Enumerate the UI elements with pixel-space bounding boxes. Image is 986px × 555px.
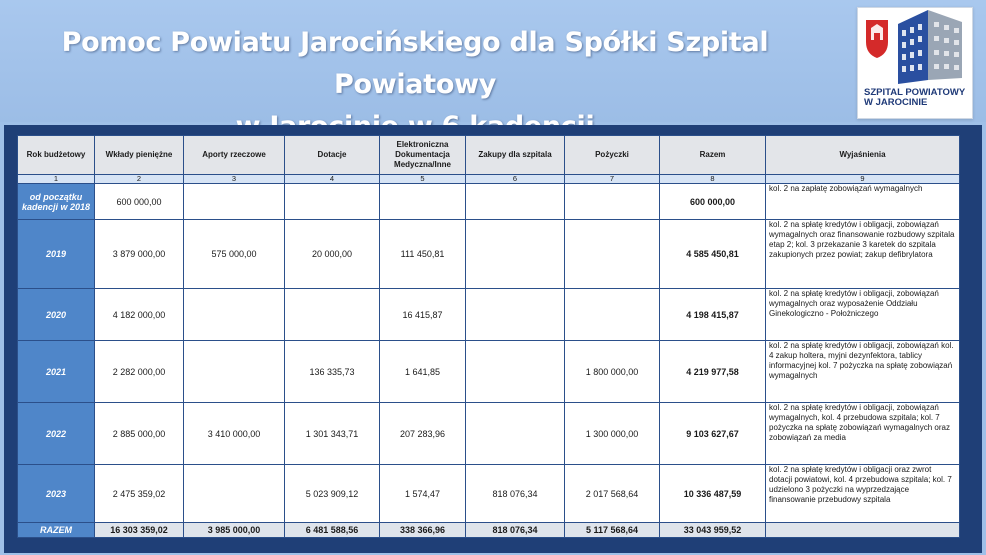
logo-text-line-2: W JAROCINIE: [864, 97, 928, 108]
cell-pozyczki: [565, 184, 660, 220]
row-year: 2022: [18, 403, 95, 465]
cell-wklady: 600 000,00: [95, 184, 184, 220]
cell-pozyczki: 1 800 000,00: [565, 341, 660, 403]
table-row: [18, 465, 960, 523]
cell-dotacje: [285, 184, 380, 220]
cell-wklady: 4 182 000,00: [95, 289, 184, 341]
header-wklady: Wkłady pieniężne: [95, 136, 184, 175]
row-year: 2020: [18, 289, 95, 341]
cell-dotacje: 5 023 909,12: [285, 465, 380, 523]
row-year: 2021: [18, 341, 95, 403]
column-number: 8: [660, 175, 766, 184]
table-row: [18, 289, 960, 341]
column-number: 5: [380, 175, 466, 184]
row-year: 2019: [18, 220, 95, 289]
cell-zakupy: [466, 220, 565, 289]
cell-razem: 600 000,00: [660, 184, 766, 220]
table-row: [18, 220, 960, 289]
header-year: Rok budżetowy: [18, 136, 95, 175]
total-row: [18, 523, 960, 538]
hospital-building-logo-icon: [858, 8, 972, 88]
total-wklady: 16 303 359,02: [95, 523, 184, 538]
row-year: 2023: [18, 465, 95, 523]
cell-aporty: 575 000,00: [184, 220, 285, 289]
cell-edm: [380, 184, 466, 220]
logo-text-line-1: SZPITAL POWIATOWY: [864, 87, 966, 98]
cell-edm: 1 641,85: [380, 341, 466, 403]
cell-wyjasnienia: kol. 2 na spłatę kredytów i obligacji, zobowiązań wymagalnych, kol. 4 przebudowa szpitala; kol. 7 pożyczka na spłatę zobowiązań wymagalnych oraz zobowiązań za media: [766, 403, 960, 465]
cell-wyjasnienia: kol. 2 na spłatę kredytów i obligacji oraz zwrot dotacji powiatowi, kol. 4 przebudowa szpitala; kol. 7 udzielono 3 pożyczki na wyprzedzające finansowanie przebudowy szpitala: [766, 465, 960, 523]
cell-aporty: [184, 289, 285, 341]
total-aporty: 3 985 000,00: [184, 523, 285, 538]
table-row: [18, 403, 960, 465]
table-row: [18, 341, 960, 403]
cell-razem: 9 103 627,67: [660, 403, 766, 465]
header-edm: Elektroniczna Dokumentacja Medyczna/Inne: [380, 136, 466, 175]
cell-aporty: 3 410 000,00: [184, 403, 285, 465]
column-number: 2: [95, 175, 184, 184]
cell-wyjasnienia: kol. 2 na zapłatę zobowiązań wymagalnych: [766, 184, 960, 220]
cell-razem: 10 336 487,59: [660, 465, 766, 523]
column-number: 6: [466, 175, 565, 184]
total-zakupy: 818 076,34: [466, 523, 565, 538]
total-dotacje: 6 481 588,56: [285, 523, 380, 538]
cell-zakupy: [466, 289, 565, 341]
column-number: 9: [766, 175, 960, 184]
cell-pozyczki: 2 017 568,64: [565, 465, 660, 523]
table-row: [18, 184, 960, 220]
cell-wyjasnienia: kol. 2 na spłatę kredytów i obligacji, zobowiązań wymagalnych oraz finansowanie rozbudowy szpitala etap 2; kol. 3 przekazanie 3 karetek do szpitala zakupionych przez powiat; zakup defibrylatora: [766, 220, 960, 289]
total-pozyczki: 5 117 568,64: [565, 523, 660, 538]
row-year: od początku kadencji w 2018: [18, 184, 95, 220]
cell-wklady: 2 885 000,00: [95, 403, 184, 465]
cell-razem: 4 198 415,87: [660, 289, 766, 341]
cell-razem: 4 219 977,58: [660, 341, 766, 403]
cell-edm: 1 574,47: [380, 465, 466, 523]
page-title-line-1: Pomoc Powiatu Jarocińskiego dla Spółki Szpital Powiatowy: [61, 27, 769, 100]
cell-zakupy: [466, 184, 565, 220]
header-razem: Razem: [660, 136, 766, 175]
cell-aporty: [184, 341, 285, 403]
column-number: 7: [565, 175, 660, 184]
cell-zakupy: 818 076,34: [466, 465, 565, 523]
column-number-row: [18, 175, 960, 184]
cell-wyjasnienia: kol. 2 na spłatę kredytów i obligacji, zobowiązań kol. 4 zakup holtera, myjni dezynfektora, tablicy informacyjnej kol. 7 pożyczka na spłatę zobowiązań wymagalnych: [766, 341, 960, 403]
cell-pozyczki: [565, 220, 660, 289]
cell-wyjasnienia: kol. 2 na spłatę kredytów i obligacji, zobowiązań wymagalnych oraz wyposażenie Oddziału Ginekologiczno - Położniczego: [766, 289, 960, 341]
cell-dotacje: 20 000,00: [285, 220, 380, 289]
cell-dotacje: [285, 289, 380, 341]
cell-pozyczki: 1 300 000,00: [565, 403, 660, 465]
cell-pozyczki: [565, 289, 660, 341]
total-wyjasnienia: [766, 523, 960, 538]
header-dotacje: Dotacje: [285, 136, 380, 175]
total-label: RAZEM: [18, 523, 95, 538]
title-banner: [0, 0, 986, 122]
cell-edm: 207 283,96: [380, 403, 466, 465]
column-number: 4: [285, 175, 380, 184]
cell-edm: 111 450,81: [380, 220, 466, 289]
cell-dotacje: 136 335,73: [285, 341, 380, 403]
funding-table: [17, 135, 960, 538]
header-aporty: Aporty rzeczowe: [184, 136, 285, 175]
cell-zakupy: [466, 403, 565, 465]
cell-wklady: 2 282 000,00: [95, 341, 184, 403]
header-zakupy: Zakupy dla szpitala: [466, 136, 565, 175]
cell-aporty: [184, 465, 285, 523]
cell-zakupy: [466, 341, 565, 403]
cell-razem: 4 585 450,81: [660, 220, 766, 289]
cell-dotacje: 1 301 343,71: [285, 403, 380, 465]
cell-wklady: 2 475 359,02: [95, 465, 184, 523]
column-number: 3: [184, 175, 285, 184]
total-razem: 33 043 959,52: [660, 523, 766, 538]
column-number: 1: [18, 175, 95, 184]
header-pozyczki: Pożyczki: [565, 136, 660, 175]
cell-edm: 16 415,87: [380, 289, 466, 341]
cell-aporty: [184, 184, 285, 220]
cell-wklady: 3 879 000,00: [95, 220, 184, 289]
table-header-row: [18, 136, 960, 175]
header-wyjasnienia: Wyjaśnienia: [766, 136, 960, 175]
total-edm: 338 366,96: [380, 523, 466, 538]
logo-text: [864, 88, 968, 108]
hospital-logo: [857, 7, 973, 119]
